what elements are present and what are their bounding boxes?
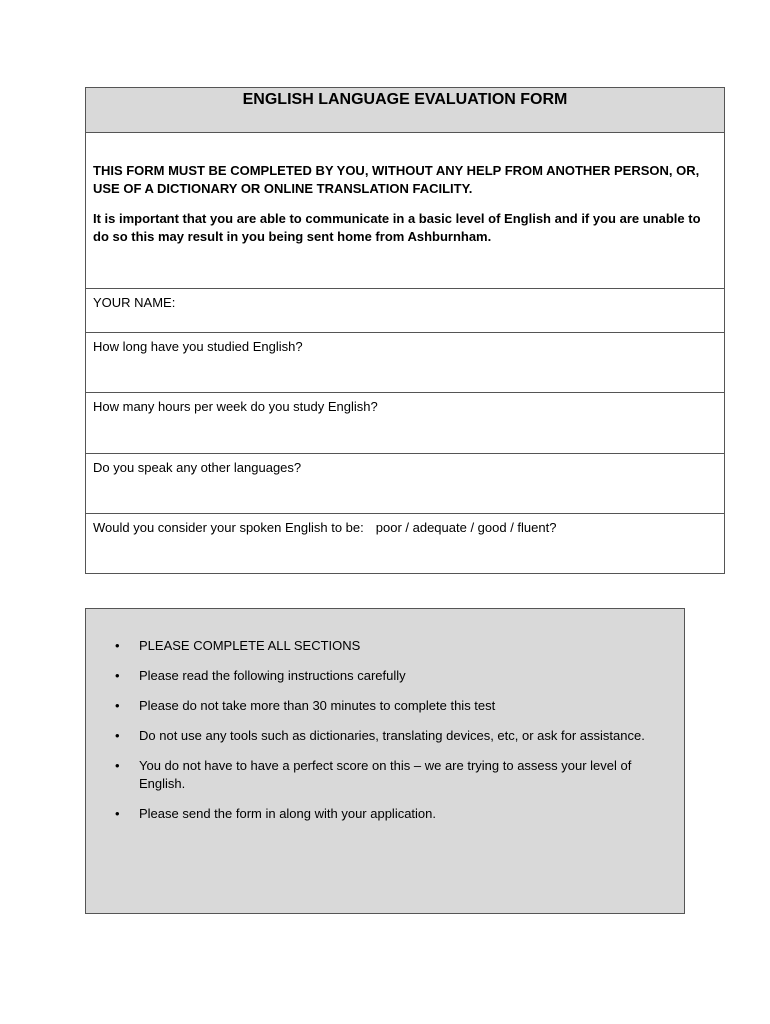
bullet-icon: • [115,806,120,821]
name-field-row[interactable] [86,289,724,333]
intro-warning: THIS FORM MUST BE COMPLETED BY YOU, WITHOUT ANY HELP FROM ANOTHER PERSON, OR, USE OF A DICTIONARY OR ONLINE TRANSLATION FACILITY. [93,163,700,196]
other-languages-label: Do you speak any other languages? [93,460,302,475]
instruction-item [86,697,664,715]
instruction-text: Please read the following instructions carefully [139,668,406,683]
instructions-list [86,609,684,823]
study-duration-label: How long have you studied English? [93,339,303,354]
bullet-icon: • [115,758,120,773]
instruction-item [86,757,664,793]
instruction-item [86,637,664,655]
spoken-english-options: poor / adequate / good / fluent? [375,520,557,535]
bullet-icon: • [115,698,120,713]
bullet-icon: • [115,668,120,683]
spoken-english-row[interactable] [86,514,724,573]
instruction-text: PLEASE COMPLETE ALL SECTIONS [139,638,361,653]
instruction-text: Do not use any tools such as dictionaries, translating devices, etc, or ask for assistance. [139,728,645,743]
instruction-item [86,805,664,823]
study-hours-label: How many hours per week do you study English? [93,399,378,414]
instruction-text: Please do not take more than 30 minutes to complete this test [139,698,496,713]
instruction-text: You do not have to have a perfect score on this – we are trying to assess your level of English. [139,758,632,791]
bullet-icon: • [115,638,120,653]
study-duration-row[interactable] [86,333,724,393]
form-title-row [86,88,724,133]
instruction-item [86,727,664,745]
instructions-box [85,608,685,914]
bullet-icon: • [115,728,120,743]
intro-note: It is important that you are able to communicate in a basic level of English and if you are unable to do so this may result in you being sent home from Ashburnham. [93,211,701,244]
form-intro [86,133,724,289]
study-hours-row[interactable] [86,393,724,454]
instruction-item [86,667,664,685]
evaluation-form-table [85,87,725,574]
spoken-english-label: Would you consider your spoken English to be: [93,520,364,535]
instruction-text: Please send the form in along with your application. [139,806,437,821]
name-field-label: YOUR NAME: [93,295,176,310]
form-title: ENGLISH LANGUAGE EVALUATION FORM [242,91,568,108]
other-languages-row[interactable] [86,454,724,514]
